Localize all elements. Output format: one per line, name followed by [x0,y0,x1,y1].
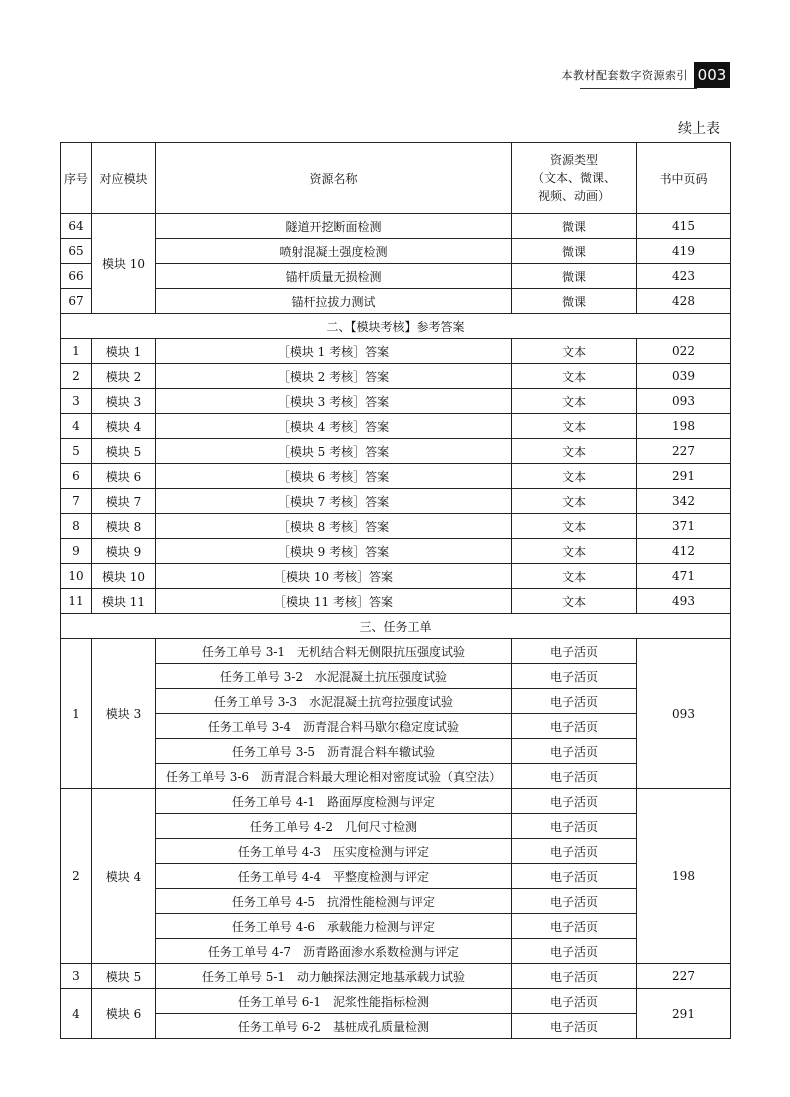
resource-index-table [60,142,731,1039]
cell-type: 文本 [512,439,637,464]
cell-type: 文本 [512,464,637,489]
cell-module: 模块 2 [92,364,156,389]
cell-type: 文本 [512,339,637,364]
section-title: 二、【模块考核】参考答案 [61,314,731,339]
table-row [61,664,731,689]
cell-no: 3 [61,964,92,989]
table-row [61,814,731,839]
cell-type: 文本 [512,414,637,439]
cell-name: ［模块 6 考核］答案 [156,464,512,489]
cell-no: 1 [61,339,92,364]
table-row [61,914,731,939]
table-row [61,964,731,989]
table-row [61,489,731,514]
cell-no: 4 [61,989,92,1039]
cell-name: ［模块 9 考核］答案 [156,539,512,564]
table-row [61,264,731,289]
cell-module: 模块 11 [92,589,156,614]
cell-type: 电子活页 [512,839,637,864]
table-row [61,339,731,364]
cell-type: 文本 [512,514,637,539]
col-header-module: 对应模块 [92,143,156,214]
section-title-row [61,614,731,639]
cell-page: 419 [637,239,731,264]
cell-type: 电子活页 [512,789,637,814]
cell-name: 锚杆拉拔力测试 [156,289,512,314]
cell-name: ［模块 10 考核］答案 [156,564,512,589]
cell-module: 模块 8 [92,514,156,539]
cell-name: 任务工单号 3-1 无机结合料无侧限抗压强度试验 [156,639,512,664]
cell-type: 电子活页 [512,814,637,839]
cell-no: 11 [61,589,92,614]
cell-type: 电子活页 [512,689,637,714]
cell-name: 任务工单号 3-4 沥青混合料马歇尔稳定度试验 [156,714,512,739]
cell-type: 电子活页 [512,989,637,1014]
cell-page: 471 [637,564,731,589]
cell-no: 6 [61,464,92,489]
table-row [61,539,731,564]
cell-type: 电子活页 [512,914,637,939]
cell-no: 9 [61,539,92,564]
section-title: 三、任务工单 [61,614,731,639]
col-header-type-line2: （文本、微课、 [531,171,616,185]
cell-page: 093 [637,389,731,414]
cell-no: 64 [61,214,92,239]
cell-module: 模块 10 [92,564,156,589]
cell-name: ［模块 2 考核］答案 [156,364,512,389]
cell-name: 任务工单号 3-5 沥青混合料车辙试验 [156,739,512,764]
cell-type: 电子活页 [512,764,637,789]
header-title: 本教材配套数字资源索引 [561,69,688,82]
cell-page: 093 [637,639,731,789]
table-body [61,214,731,1039]
cell-module: 模块 6 [92,989,156,1039]
table-header-row [61,143,731,214]
cell-name: ［模块 11 考核］答案 [156,589,512,614]
table-row [61,214,731,239]
cell-no: 1 [61,639,92,789]
cell-name: 任务工单号 4-6 承载能力检测与评定 [156,914,512,939]
cell-no: 3 [61,389,92,414]
cell-name: 喷射混凝土强度检测 [156,239,512,264]
cell-no: 65 [61,239,92,264]
cell-page: 198 [637,789,731,964]
cell-name: 任务工单号 6-1 泥浆性能指标检测 [156,989,512,1014]
cell-no: 2 [61,789,92,964]
cell-name: 任务工单号 4-4 平整度检测与评定 [156,864,512,889]
cell-page: 198 [637,414,731,439]
section-title-row [61,314,731,339]
cell-name: ［模块 4 考核］答案 [156,414,512,439]
table-row [61,764,731,789]
col-header-page: 书中页码 [637,143,731,214]
cell-page: 428 [637,289,731,314]
cell-name: 任务工单号 5-1 动力触探法测定地基承载力试验 [156,964,512,989]
cell-type: 微课 [512,239,637,264]
cell-name: 任务工单号 4-1 路面厚度检测与评定 [156,789,512,814]
cell-type: 电子活页 [512,714,637,739]
cell-no: 4 [61,414,92,439]
table-row [61,239,731,264]
cell-module: 模块 7 [92,489,156,514]
cell-page: 342 [637,489,731,514]
cell-module: 模块 3 [92,639,156,789]
table-row [61,939,731,964]
cell-type: 电子活页 [512,1014,637,1039]
cell-module: 模块 6 [92,464,156,489]
table-row [61,464,731,489]
cell-no: 5 [61,439,92,464]
cell-name: 任务工单号 4-7 沥青路面渗水系数检测与评定 [156,939,512,964]
cell-no: 66 [61,264,92,289]
cell-module: 模块 5 [92,964,156,989]
table-row [61,839,731,864]
table-row [61,864,731,889]
cell-module: 模块 9 [92,539,156,564]
page-number: 003 [694,62,730,88]
header-rule [580,88,697,89]
continued-label: 续上表 [678,121,720,137]
cell-name: 锚杆质量无损检测 [156,264,512,289]
table-row [61,739,731,764]
cell-name: 任务工单号 3-6 沥青混合料最大理论相对密度试验（真空法） [156,764,512,789]
cell-name: 任务工单号 3-2 水泥混凝土抗压强度试验 [156,664,512,689]
cell-name: 任务工单号 4-3 压实度检测与评定 [156,839,512,864]
cell-type: 文本 [512,539,637,564]
cell-type: 电子活页 [512,864,637,889]
cell-module: 模块 4 [92,789,156,964]
cell-name: 隧道开挖断面检测 [156,214,512,239]
running-header [562,62,731,88]
table-row [61,1014,731,1039]
cell-no: 67 [61,289,92,314]
table-row [61,889,731,914]
cell-page: 371 [637,514,731,539]
cell-type: 文本 [512,389,637,414]
cell-page: 022 [637,339,731,364]
cell-name: 任务工单号 6-2 基桩成孔质量检测 [156,1014,512,1039]
cell-module: 模块 5 [92,439,156,464]
cell-type: 电子活页 [512,639,637,664]
cell-module: 模块 3 [92,389,156,414]
table-row [61,689,731,714]
cell-type: 文本 [512,364,637,389]
cell-no: 2 [61,364,92,389]
cell-page: 291 [637,464,731,489]
cell-no: 10 [61,564,92,589]
cell-type: 文本 [512,564,637,589]
table-row [61,514,731,539]
cell-type: 微课 [512,289,637,314]
table-row [61,389,731,414]
cell-page: 412 [637,539,731,564]
cell-page: 415 [637,214,731,239]
table-row [61,564,731,589]
cell-type: 微课 [512,214,637,239]
col-header-type [512,143,637,214]
cell-page: 227 [637,964,731,989]
table-row [61,589,731,614]
cell-name: 任务工单号 3-3 水泥混凝土抗弯拉强度试验 [156,689,512,714]
table-row [61,639,731,664]
cell-type: 微课 [512,264,637,289]
table-row [61,789,731,814]
cell-page: 291 [637,989,731,1039]
cell-name: ［模块 8 考核］答案 [156,514,512,539]
cell-page: 423 [637,264,731,289]
cell-name: ［模块 1 考核］答案 [156,339,512,364]
col-header-type-line3: 视频、动画） [537,189,610,203]
cell-type: 文本 [512,589,637,614]
table-row [61,414,731,439]
cell-module: 模块 10 [92,214,156,314]
cell-type: 电子活页 [512,739,637,764]
cell-name: 任务工单号 4-5 抗滑性能检测与评定 [156,889,512,914]
cell-type: 文本 [512,489,637,514]
cell-type: 电子活页 [512,964,637,989]
cell-page: 493 [637,589,731,614]
cell-name: 任务工单号 4-2 几何尺寸检测 [156,814,512,839]
cell-name: ［模块 3 考核］答案 [156,389,512,414]
cell-no: 8 [61,514,92,539]
cell-name: ［模块 7 考核］答案 [156,489,512,514]
table-row [61,714,731,739]
cell-type: 电子活页 [512,889,637,914]
cell-page: 039 [637,364,731,389]
cell-module: 模块 4 [92,414,156,439]
col-header-name: 资源名称 [156,143,512,214]
cell-type: 电子活页 [512,664,637,689]
col-header-no: 序号 [61,143,92,214]
table-row [61,289,731,314]
table-row [61,989,731,1014]
cell-name: ［模块 5 考核］答案 [156,439,512,464]
cell-type: 电子活页 [512,939,637,964]
cell-no: 7 [61,489,92,514]
cell-page: 227 [637,439,731,464]
table-row [61,364,731,389]
col-header-type-line1: 资源类型 [549,153,598,167]
table-row [61,439,731,464]
cell-module: 模块 1 [92,339,156,364]
